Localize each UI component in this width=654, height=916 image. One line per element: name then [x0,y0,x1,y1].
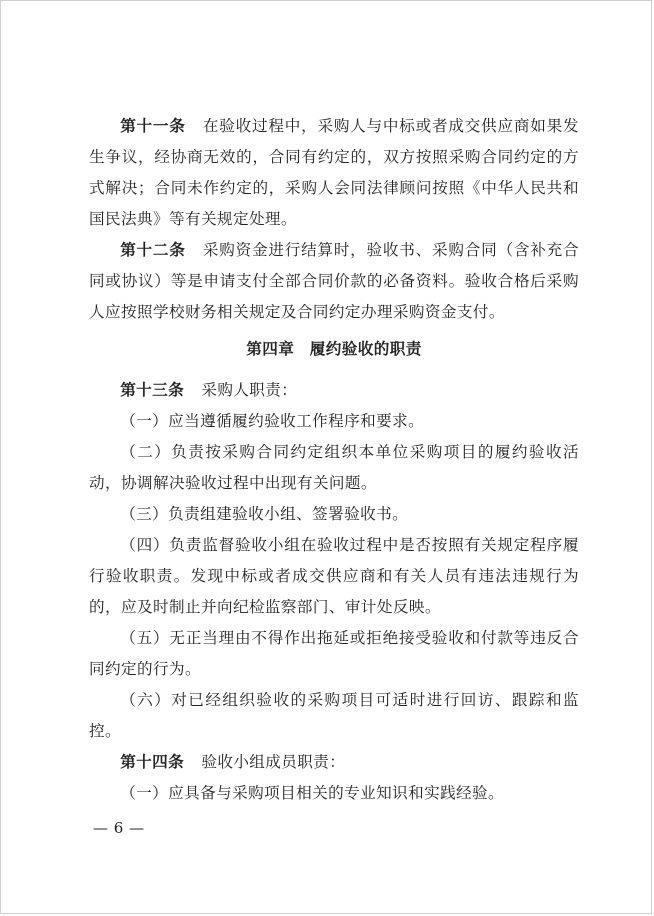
article-14-paragraph [89,747,579,778]
article-14-label: 第十四条 [120,753,185,771]
article-13-item: （三）负责组建验收小组、签署验收书。 [120,505,409,523]
article-13-label: 第十三条 [120,381,185,399]
article-13-item: （一）应当遵循履约验收工作程序和要求。 [120,412,425,430]
article-13-item: （六）对已经组织验收的采购项目可适时进行回访、跟踪和监控。 [89,691,579,740]
article-13-paragraph [89,375,579,406]
article-13-item: （四）负责监督验收小组在验收过程中是否按照有关规定程序履行验收职责。发现中标或者成交供应商和有关人员有违法违规行为的，应及时制止并向纪检监察部门、审计处反映。 [89,536,579,616]
document-body [89,111,579,809]
article-13-item: （二）负责按采购合同约定组织本单位采购项目的履约验收活动，协调解决验收过程中出现有关问题。 [89,443,579,492]
article-11-paragraph [89,111,579,235]
article-13-item: （五）无正当理由不得作出拖延或拒绝接受验收和付款等违反合同约定的行为。 [89,629,579,678]
article-13-text: 采购人职责： [201,381,298,399]
article-12-text: 采购资金进行结算时，验收书、采购合同（含补充合同或协议）等是申请支付全部合同价款的必备资料。验收合格后采购人应按照学校财务相关规定及合同约定办理采购资金支付。 [89,241,580,321]
article-11-text: 在验收过程中，采购人与中标或者成交供应商如果发生争议，经协商无效的，合同有约定的，双方按照采购合同约定的方式解决；合同未作约定的，采购人会同法律顾问按照《中华人民共和国民法典》等有关规定处理。 [89,117,580,228]
chapter-heading [89,328,579,375]
chapter-title: 履约验收的职责 [309,340,422,358]
article-12-paragraph [89,235,579,328]
page-number: — 6 — [93,819,145,837]
article-12-label: 第十二条 [120,241,186,259]
article-11-label: 第十一条 [120,117,186,135]
chapter-number: 第四章 [246,340,295,358]
article-14-text: 验收小组成员职责： [201,753,346,771]
article-14-item: （一）应具备与采购项目相关的专业知识和实践经验。 [120,784,505,802]
